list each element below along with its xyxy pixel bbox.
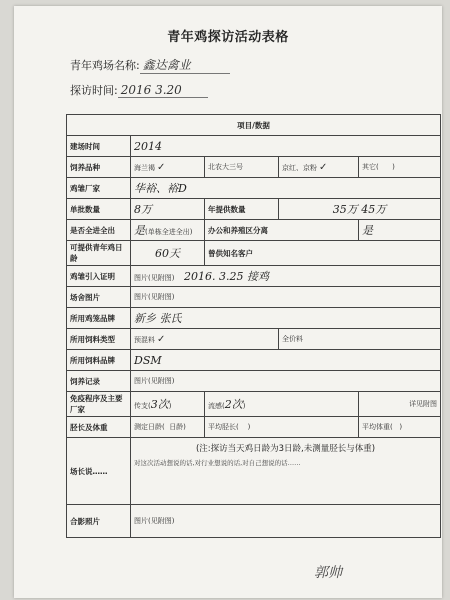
table-row xyxy=(67,287,441,308)
table-row xyxy=(67,329,441,350)
table-row xyxy=(67,157,441,178)
farm-name-label: 青年鸡场名称: xyxy=(70,59,140,72)
cage-brand-label: 所用鸡笼品牌 xyxy=(67,308,131,329)
table-row xyxy=(67,241,441,266)
breed-option-3: 京红、京粉 xyxy=(282,163,317,172)
site-photo-label: 场舍图片 xyxy=(67,287,131,308)
farm-name-value: 鑫达禽业 xyxy=(142,58,191,72)
record-label: 饲养记录 xyxy=(67,371,131,392)
immune-item-3: 详见附图 xyxy=(409,400,438,408)
cage-brand-value: 新乡 张氏 xyxy=(134,312,182,325)
visit-time-value: 2016 3.20 xyxy=(120,83,182,97)
all-in-out-value: 是 xyxy=(134,224,145,237)
build-time-label: 建场时间 xyxy=(67,136,131,157)
table-row xyxy=(67,178,441,199)
breed-label: 饲养品种 xyxy=(67,157,131,178)
chick-supplier-value: 华裕、裕D xyxy=(134,182,187,195)
days-label: 可提供青年鸡日龄 xyxy=(67,241,131,266)
table-row xyxy=(67,266,441,287)
annual-label: 年提供数量 xyxy=(205,199,279,220)
visit-time-label: 探访时间: xyxy=(70,84,118,97)
table-row: 免疫程序及主要厂家 传支(3次) 流感(2次) 详见附图 xyxy=(67,392,441,417)
days-value: 60天 xyxy=(155,247,180,260)
breed-option-4: 其它( xyxy=(362,163,379,171)
breed-option-1: 海兰褐 xyxy=(134,163,155,172)
all-in-out-note: (单栋全进全出) xyxy=(145,228,193,236)
comment-prompt: 对这次活动想说的话,对行业想说的话,对自己想说的话…… xyxy=(134,459,301,467)
form-sheet xyxy=(14,6,442,598)
feed-type-option-1: 预混料 xyxy=(134,335,155,344)
comment-label: 场长说…… xyxy=(67,438,131,505)
table-row xyxy=(67,220,441,241)
chick-cert-printed: 图片(见附图) xyxy=(134,274,175,282)
check-mark-icon: ✓ xyxy=(157,333,166,345)
record-printed: 图片(见附图) xyxy=(134,377,175,385)
weight-col-1: 测定日龄( xyxy=(134,423,165,431)
weight-col-1-end: 日龄) xyxy=(169,423,186,431)
table-row xyxy=(67,308,441,329)
customer-label: 曾供知名客户 xyxy=(205,241,441,266)
feed-type-label: 所用饲料类型 xyxy=(67,329,131,350)
table-row xyxy=(67,417,441,438)
check-mark-icon: ✓ xyxy=(319,161,328,173)
chick-supplier-label: 鸡雏厂家 xyxy=(67,178,131,199)
table-row xyxy=(67,438,441,505)
build-time-value: 2014 xyxy=(134,139,162,153)
batch-label: 单批数量 xyxy=(67,199,131,220)
weight-label: 胫长及体重 xyxy=(67,417,131,438)
group-photo-label: 合影照片 xyxy=(67,505,131,538)
weight-col-2-end: ) xyxy=(247,423,251,431)
immune-item-2: 流感( xyxy=(208,402,225,410)
site-photo-printed: 图片(见附图) xyxy=(134,293,175,301)
batch-value: 8万 xyxy=(134,203,152,216)
table-row xyxy=(67,371,441,392)
comment-note: (注:探访当天鸡日龄为3日龄,未测量胫长与体重) xyxy=(195,444,376,454)
immune-item-2-value: 2次 xyxy=(224,398,243,411)
office-value: 是 xyxy=(362,224,373,237)
feed-brand-label: 所用饲料品牌 xyxy=(67,350,131,371)
table-row xyxy=(67,199,441,220)
office-label: 办公和养殖区分离 xyxy=(205,220,359,241)
form-title: 青年鸡探访活动表格 xyxy=(167,30,289,45)
table-header: 项目/数据 xyxy=(67,115,441,136)
check-mark-icon: ✓ xyxy=(157,161,166,173)
immune-item-1: 传支( xyxy=(134,402,151,410)
group-photo-printed: 图片(见附图) xyxy=(134,517,175,525)
farm-name-line xyxy=(70,56,230,74)
breed-option-4-end: ) xyxy=(392,163,395,171)
all-in-out-label: 是否全进全出 xyxy=(67,220,131,241)
immune-label: 免疫程序及主要厂家 xyxy=(67,392,131,417)
weight-col-3-end: ) xyxy=(399,423,403,431)
chick-cert-label: 鸡雏引入证明 xyxy=(67,266,131,287)
feed-brand-value: DSM xyxy=(134,353,162,367)
table-row xyxy=(67,136,441,157)
signature: 郭帅 xyxy=(314,565,342,581)
visit-time-line xyxy=(70,82,208,98)
survey-table xyxy=(66,114,441,538)
table-row xyxy=(67,350,441,371)
chick-cert-value: 2016. 3.25 接鸡 xyxy=(184,270,269,283)
weight-col-3: 平均体重( xyxy=(362,423,393,431)
table-row xyxy=(67,505,441,538)
weight-col-2: 平均胫长( xyxy=(208,423,239,431)
feed-type-option-2: 全价料 xyxy=(282,335,303,343)
breed-option-2: 北农大三号 xyxy=(208,163,243,171)
annual-value: 35万 45万 xyxy=(332,203,387,216)
immune-item-1-value: 3次 xyxy=(150,398,169,411)
